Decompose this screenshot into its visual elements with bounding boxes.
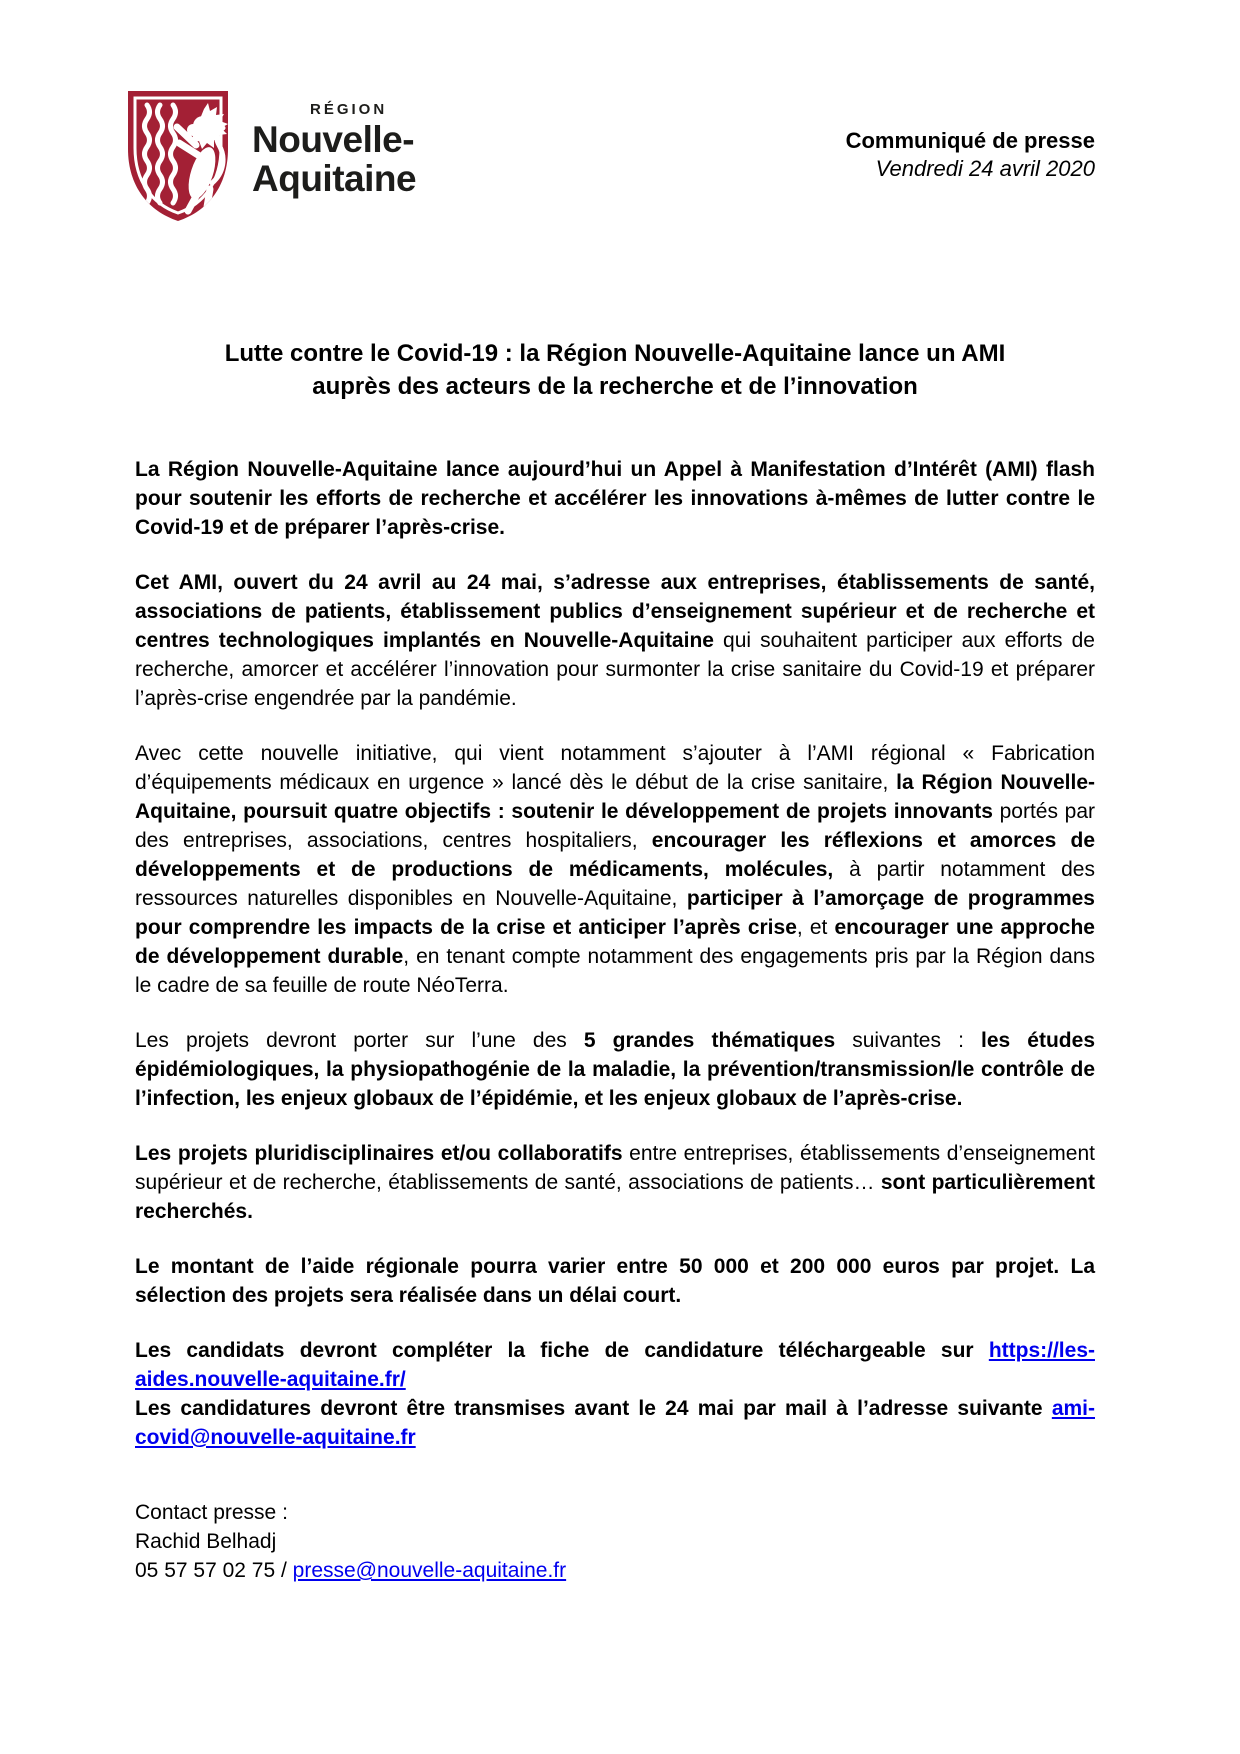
text-run: 5 grandes thématiques [583, 1029, 836, 1052]
document-type: Communiqué de presse [845, 128, 1095, 153]
text-run: Les candidats devront compléter la fiche de candidature téléchargeable sur [135, 1339, 989, 1362]
press-email-link[interactable]: presse@nouvelle-aquitaine.fr [292, 1559, 567, 1582]
contact-heading: Contact presse : [135, 1501, 288, 1524]
text-run: entre entreprises, établissements d’enseignement supérieur et de recherche, établissements de santé, associations de patients… [135, 1142, 1095, 1194]
text-run: sont particulièrement recherchés. [135, 1171, 1095, 1223]
text-run: les études épidémiologiques, la physiopathogénie de la maladie, la prévention/transmission/le contrôle de l’infection, les enjeux globaux de l’épidémie, et les enjeux globaux de l’après-crise. [135, 1029, 1095, 1110]
text-run: Cet AMI, ouvert du 24 avril au 24 mai, s’adresse aux entreprises, établissements de santé, associations de patients, établissement publics d’enseignement supérieur et de recherche et centres technologiques implantés en Nouvelle-Aquitaine [135, 571, 1095, 652]
text-run: à partir notamment des ressources naturelles disponibles en Nouvelle-Aquitaine, [135, 858, 1095, 910]
region-logo-wordmark [252, 85, 416, 198]
region-logo [120, 85, 416, 225]
text-run: Les projets pluridisciplinaires et/ou collaboratifs [135, 1142, 623, 1165]
paragraph-funding: Le montant de l’aide régionale pourra varier entre 50 000 et 200 000 euros par projet. La sélection des projets sera réalisée dans un délai court. [135, 1255, 1095, 1307]
ami-covid-email-link[interactable]: ami-covid@nouvelle-aquitaine.fr [135, 1397, 1095, 1449]
document-date: Vendredi 24 avril 2020 [875, 156, 1095, 181]
page-title: Lutte contre le Covid-19 : la Région Nouvelle-Aquitaine lance un AMI auprès des acteurs de la recherche et de l’innovation [224, 340, 1006, 400]
header [120, 85, 1095, 225]
text-run: la Région Nouvelle-Aquitaine, poursuit quatre objectifs : soutenir le développement de projets innovants [135, 771, 1095, 823]
text-run: Les projets devront porter sur l’une des [135, 1029, 584, 1052]
text-run: Les candidatures devront être transmises avant le 24 mai par mail à l’adresse suivante [135, 1397, 1052, 1420]
application-form-link[interactable]: https://les-aides.nouvelle-aquitaine.fr/ [135, 1339, 1095, 1391]
text-run: participer à l’amorçage de programmes pour comprendre les impacts de la crise et anticiper l’après crise [135, 887, 1095, 939]
text-run: suivantes : [835, 1029, 982, 1052]
paragraph-application [135, 1336, 1095, 1452]
text-run: encourager les réflexions et amorces de développements et de productions de médicaments, molécules, [135, 829, 1095, 881]
paragraph-intro: La Région Nouvelle-Aquitaine lance aujourd’hui un Appel à Manifestation d’Intérêt (AMI) flash pour soutenir les efforts de recherche et accélérer les innovations à-mêmes de lutter contre le Covid-19 et de préparer l’après-crise. [135, 458, 1095, 539]
contact-phone-line [135, 1556, 1095, 1585]
header-meta [846, 85, 1095, 183]
document-body [135, 455, 1095, 1585]
text-run: Avec cette nouvelle initiative, qui vient notamment s’ajouter à l’AMI régional « Fabrication d’équipements médicaux en urgence » lancé dès le début de la crise sanitaire, [135, 742, 1095, 794]
text-run: encourager une approche de développement durable [135, 916, 1095, 968]
paragraph-themes [135, 1026, 1095, 1113]
text-run: , et [796, 916, 835, 939]
paragraph-ami-scope [135, 568, 1095, 713]
text-run: , en tenant compte notamment des engagements pris par la Région dans le cadre de sa feuille de route NéoTerra. [135, 945, 1095, 997]
paragraph-objectives [135, 739, 1095, 1000]
press-contact-block [135, 1498, 1095, 1585]
text-run: qui souhaitent participer aux efforts de recherche, amorcer et accélérer l’innovation pour surmonter la crise sanitaire du Covid-19 et préparer l’après-crise engendrée par la pandémie. [135, 629, 1095, 710]
region-name: Nouvelle- Aquitaine [252, 119, 417, 199]
contact-name: Rachid Belhadj [135, 1530, 277, 1553]
text-run: portés par des entreprises, associations, centres hospitaliers, [135, 800, 1096, 852]
contact-phone: 05 57 57 02 75 / [135, 1559, 293, 1582]
paragraph-collaboration [135, 1139, 1095, 1226]
region-label: RÉGION [310, 101, 388, 118]
nouvelle-aquitaine-shield-lion-icon [120, 85, 236, 225]
